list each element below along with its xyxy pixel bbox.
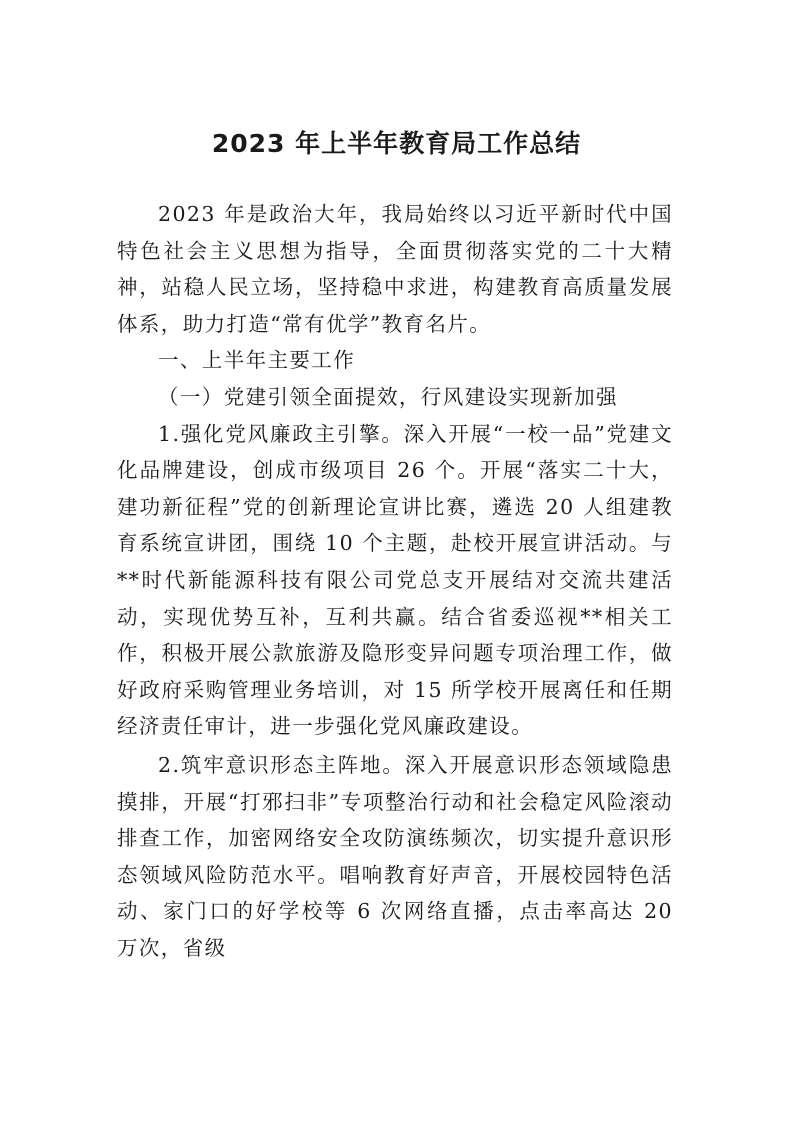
section-heading-1: 一、上半年主要工作: [158, 348, 356, 373]
document-title: 2023 年上半年教育局工作总结: [211, 129, 582, 158]
item-paragraph-2: 2.筑牢意识形态主阵地。深入开展意识形态领域隐患摸排，开展“打邪扫非”专项整治行动和社会稳定风险滚动排查工作，加密网络安全攻防演练频次，切实提升意识形态领域风险防范水平。唱响教育好声音，开展校园特色活动、家门口的好学校等 6 次网络直播，点击率高达 20 万次，省级: [117, 752, 673, 960]
document-body: [117, 196, 673, 966]
subsection-heading-1: （一）党建引领全面提效，行风建设实现新加强: [158, 384, 618, 409]
intro-paragraph: 2023 年是政治大年，我局始终以习近平新时代中国特色社会主义思想为指导，全面贯彻落实党的二十大精神，站稳人民立场，坚持稳中求进，构建教育高质量发展体系，助力打造“常有优学”教育名片。: [117, 202, 673, 336]
item-paragraph-1: 1.强化党风廉政主引擎。深入开展“一校一品”党建文化品牌建设，创成市级项目 26 个。开展“落实二十大，建功新征程”党的创新理论宣讲比赛，遴选 20 人组建教育系统宣讲团，围绕 10 个主题，赴校开展宣讲活动。与**时代新能源科技有限公司党总支开展结对交流共建活动，实现优势互补，互利共赢。结合省委巡视**相关工作，积极开展公款旅游及隐形变异问题专项治理工作，做好政府采购管理业务培训，对 15 所学校开展离任和任期经济责任审计，进一步强化党风廉政建设。: [117, 421, 673, 739]
